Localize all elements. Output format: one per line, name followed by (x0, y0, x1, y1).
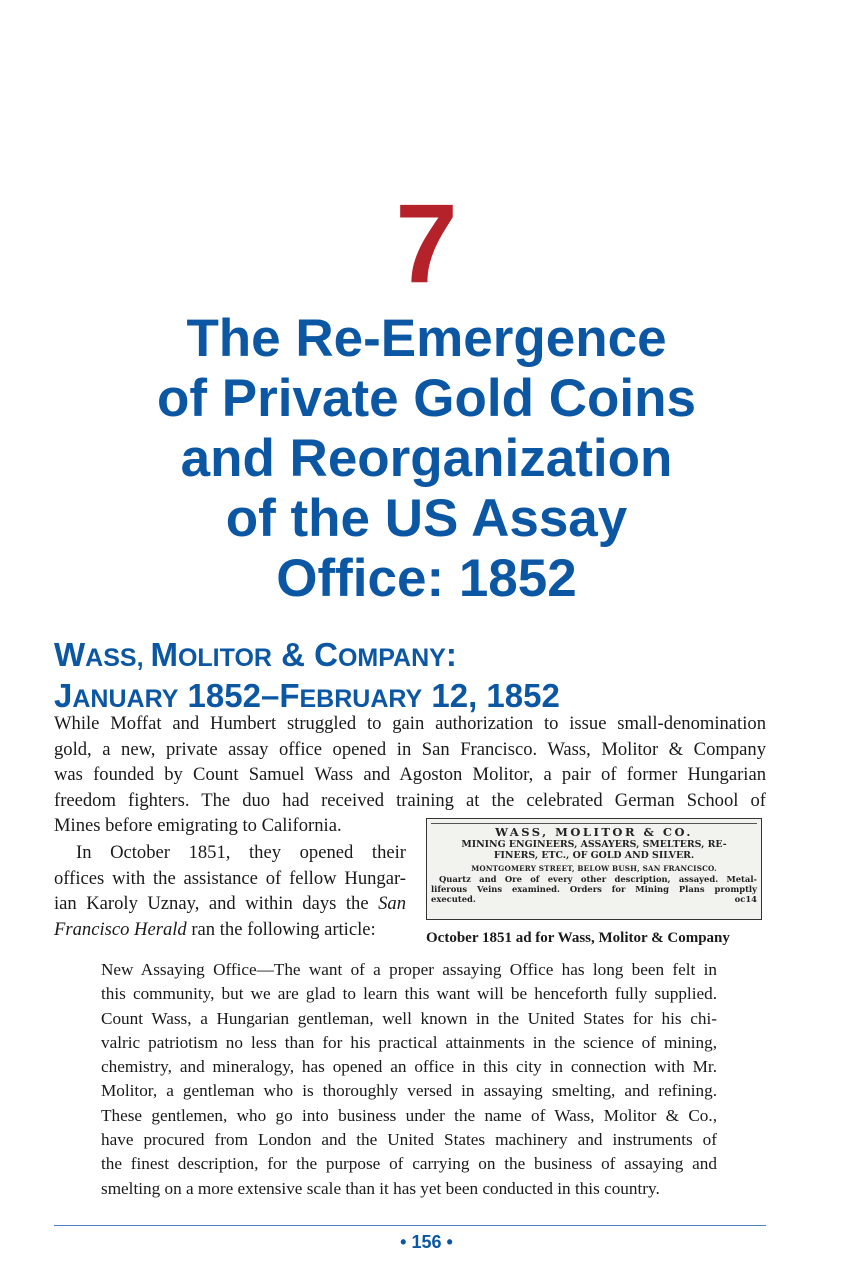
heading-fragment: ASS (85, 644, 137, 672)
heading-fragment: W (54, 636, 86, 673)
paragraph-line: was founded by Count Samuel Wass and Agoston Molitor, a pair of former Hungarian (54, 764, 766, 785)
paragraph-line: While Moffat and Humbert struggled to gain authorization to issue small-denomination (54, 713, 766, 734)
ad-company-name: WASS, MOLITOR & CO. (495, 825, 693, 839)
footer-divider (54, 1225, 766, 1226)
quote-line: smelting on a more extensive scale than it has yet been conducted in this country. (101, 1178, 660, 1198)
paragraph-line: In October 1851, they opened their (76, 842, 406, 863)
chapter-title-line: and Reorganization (180, 429, 673, 488)
ad-description-line (431, 894, 757, 904)
heading-fragment: : (445, 636, 457, 673)
quote-line: These gentlemen, who go into business under the name of Wass, Molitor & Co., (101, 1105, 717, 1125)
chapter-number: 7 (395, 181, 458, 306)
section-heading (54, 636, 814, 718)
paragraph-line: freedom fighters. The duo had received training at the celebrated German School of (54, 789, 766, 811)
heading-fragment: & (271, 636, 315, 673)
paragraph-line: offices with the assistance of fellow Hungar- (54, 867, 406, 889)
paragraph-line: Mines before emigrating to California. (54, 815, 342, 836)
heading-fragment: 12, 1852 (422, 677, 560, 714)
quote-line: New Assaying Office—The want of a proper assaying Office has long been felt in (101, 960, 717, 979)
quote-line: have procured from London and the United States machinery and instruments of (101, 1130, 717, 1150)
ad-description-line: Quartz and Ore of every other description, assayed. Metal- (439, 874, 757, 884)
heading-fragment: ANUARY (72, 685, 179, 713)
quote-line: chemistry, and mineralogy, has opened an office in this city in connection with Mr. (101, 1057, 717, 1077)
chapter-title-line: of Private Gold Coins (157, 369, 696, 428)
herald-quote (101, 958, 717, 1201)
heading-fragment: J (54, 677, 73, 714)
ad-services-line: FINERS, ETC., OF GOLD AND SILVER. (493, 850, 695, 861)
heading-fragment: OMPANY (337, 644, 446, 672)
ad-services-line: MINING ENGINEERS, ASSAYERS, SMELTERS, RE- (461, 839, 727, 850)
quote-line: Molitor, a gentleman who is thoroughly versed in assaying smelting, and refining. (101, 1081, 717, 1101)
heading-fragment: C (314, 636, 338, 673)
newspaper-name-part: Francisco Herald (54, 918, 187, 940)
heading-fragment: F (279, 677, 300, 714)
ad-caption: October 1851 ad for Wass, Molitor & Company (426, 930, 730, 946)
quote-line: this community, but we are glad to learn this want will be henceforth fully supplied. (101, 984, 717, 1004)
page-number: • 156 • (400, 1232, 453, 1252)
newspaper-name-part: San (378, 893, 406, 914)
heading-fragment: 1852– (178, 677, 280, 714)
paragraph-line (54, 917, 406, 943)
heading-fragment: OLITOR (177, 644, 272, 672)
paragraph-october (54, 840, 406, 942)
chapter-title-line: of the US Assay (225, 489, 628, 548)
paragraph-line: gold, a new, private assay office opened in San Francisco. Wass, Molitor & Company (54, 738, 766, 760)
ad-description-line: liferous Veins examined. Orders for Mining Plans promptly (431, 884, 757, 894)
quote-line: Count Wass, a Hungarian gentleman, well known in the United States for his chi- (101, 1008, 717, 1028)
ad-figure (426, 818, 766, 947)
chapter-title (40, 309, 813, 609)
quote-line: the finest description, for the purpose of carrying on the business of assaying and (101, 1154, 717, 1174)
ad-address: MONTGOMERY STREET, BELOW BUSH, SAN FRANCISCO. (471, 864, 717, 873)
newspaper-ad-image (426, 818, 762, 920)
heading-fragment: EBRUARY (299, 685, 423, 713)
chapter-title-line: The Re-Emergence (186, 309, 667, 368)
paragraph-text: ran the following article: (186, 918, 376, 940)
section-heading-line-1 (54, 636, 814, 677)
ad-description (431, 874, 757, 904)
ad-description-text: executed. (431, 894, 476, 904)
heading-fragment: , (136, 644, 151, 672)
chapter-title-line: Office: 1852 (276, 549, 577, 608)
heading-fragment: M (150, 636, 178, 673)
paragraph-text: ian Karoly Uznay, and within days the (54, 893, 379, 914)
ad-rule (431, 823, 757, 824)
paragraph-line (54, 891, 406, 917)
quote-line: valric patriotism no less than for his practical attainments in the science of mining, (101, 1032, 717, 1052)
ad-code: oc14 (734, 894, 757, 904)
